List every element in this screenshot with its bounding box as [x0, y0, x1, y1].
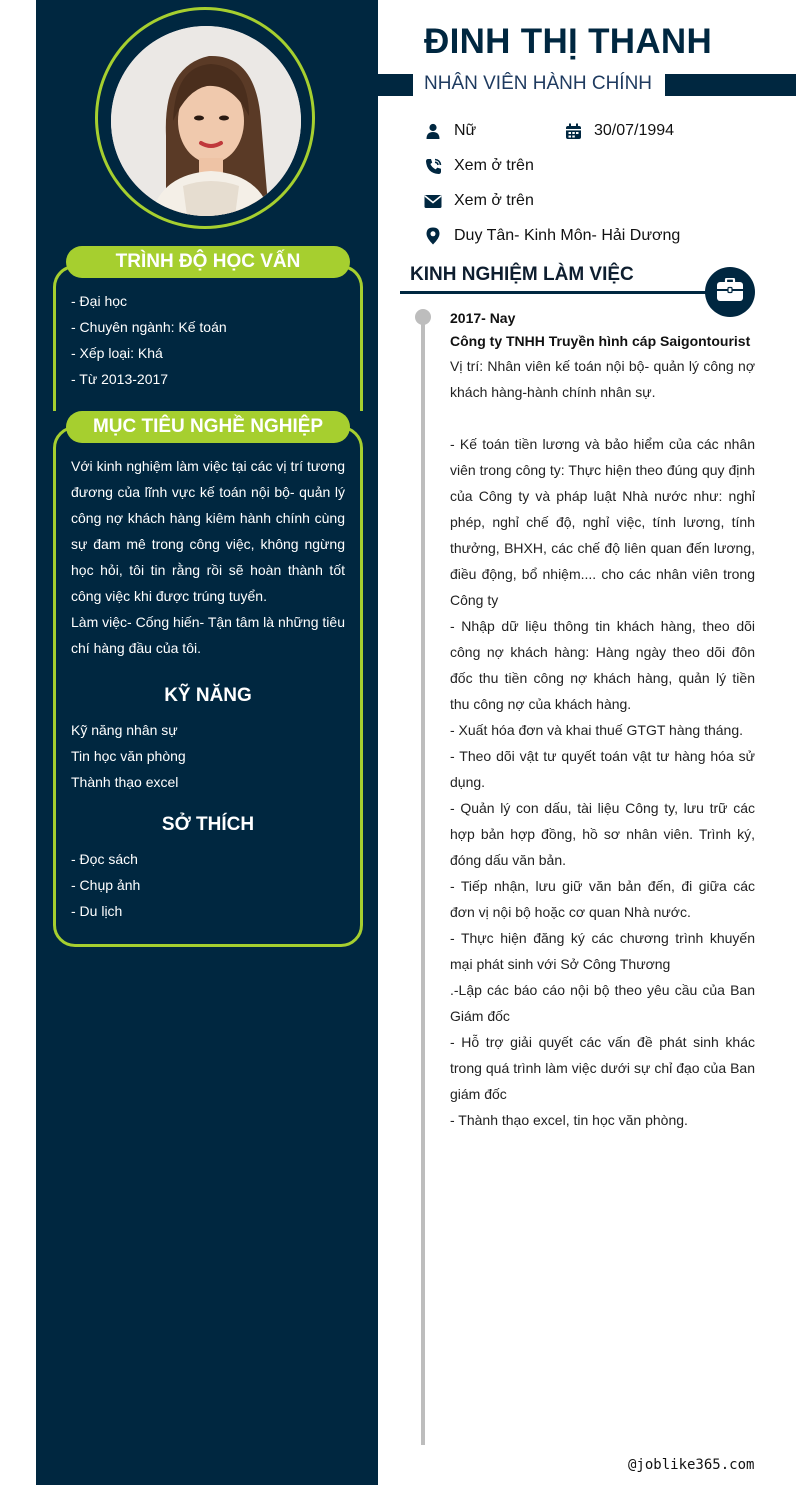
phone-value: Xem ở trên [454, 157, 534, 174]
experience-line: - Xuất hóa đơn và khai thuế GTGT hàng tháng. [450, 722, 743, 738]
footer-watermark: @joblike365.com [628, 1457, 755, 1473]
experience-line: Vị trí: Nhân viên kế toán nội bộ- quản lý công nợ khách hàng-hành chính nhân sự. [450, 358, 755, 400]
list-item: - Chụp ảnh [71, 877, 141, 893]
goal-text [71, 453, 345, 661]
education-title: TRÌNH ĐỘ HỌC VẤN [66, 246, 350, 278]
experience-line: - Tiếp nhận, lưu giữ văn bản đến, đi giữa các đơn vị nội bộ hoặc cơ quan Nhà nước. [450, 878, 755, 920]
phone-icon [424, 157, 442, 175]
profile-photo [111, 26, 301, 216]
briefcase-icon [716, 278, 744, 307]
hobbies-list [71, 846, 140, 924]
list-item: Kỹ năng nhân sự [71, 722, 178, 738]
job-title: NHÂN VIÊN HÀNH CHÍNH [424, 73, 653, 94]
experience-badge [705, 267, 755, 317]
experience-blank-line [450, 405, 755, 431]
experience-line: - Thành thạo excel, tin học văn phòng. [450, 1112, 688, 1128]
skills-title: KỸ NĂNG [150, 684, 266, 708]
map-marker-icon [424, 227, 442, 245]
goal-paragraph: Làm việc- Cống hiến- Tận tâm là những tiêu chí hàng đầu của tôi. [71, 614, 345, 656]
list-item: - Xếp loại: Khá [71, 345, 163, 361]
list-item: - Du lịch [71, 903, 123, 919]
timeline-dot [415, 309, 431, 325]
experience-line: - Hỗ trợ giải quyết các vấn đề phát sinh khác trong quá trình làm việc dưới sự chỉ đạo của Ban giám đốc [450, 1034, 755, 1102]
experience-line: - Thực hiện đăng ký các chương trình khuyến mại phát sinh với Sở Công Thương [450, 930, 755, 972]
user-icon [424, 122, 442, 140]
gender-value: Nữ [454, 122, 477, 139]
email-value: Xem ở trên [454, 192, 534, 209]
goal-title: MỤC TIÊU NGHỀ NGHIỆP [66, 411, 350, 443]
experience-line: - Nhập dữ liệu thông tin khách hàng, theo dõi công nợ khách hàng: Hàng ngày theo dõi đôn đốc thu tiền công nợ khách hàng, quản lý tiền thu công nợ của khách hàng. [450, 618, 755, 712]
experience-description [450, 353, 755, 1133]
timeline-line [421, 318, 425, 1445]
contact-address [424, 227, 680, 245]
experience-line: - Kế toán tiền lương và bảo hiểm của các nhân viên trong công ty: Thực hiện theo đúng quy định của Công ty và pháp luật Nhà nước như: nghỉ phép, nghỉ chế độ, nghỉ việc, tính lương, tính thưởng, BHXH, các chế độ liên quan đến lương, điều động, bổ nhiệm.... cho các nhân viên trong Công ty [450, 436, 755, 608]
education-list [71, 288, 227, 392]
experience-divider [400, 291, 710, 294]
list-item: Thành thạo excel [71, 774, 179, 790]
address-value: Duy Tân- Kinh Môn- Hải Dương [454, 227, 681, 244]
contact-gender [424, 122, 476, 140]
experience-title: KINH NGHIỆM LÀM VIỆC [410, 264, 634, 285]
avatar [111, 26, 301, 216]
contact-birthday [564, 122, 674, 140]
contact-email [424, 192, 534, 210]
candidate-name: ĐINH THỊ THANH [424, 22, 713, 61]
list-item: - Chuyên ngành: Kế toán [71, 319, 227, 335]
experience-company: Công ty TNHH Truyền hình cáp Saigontourist [450, 333, 751, 349]
list-item: - Từ 2013-2017 [71, 371, 169, 387]
list-item: Tin học văn phòng [71, 748, 186, 764]
goal-paragraph: Với kinh nghiệm làm việc tại các vị trí tương đương của lĩnh vực kế toán nội bộ- quản lý công nợ khách hàng kiêm hành chính cùng sự đam mê trong công việc, không ngừng học hỏi, tôi tin rằng rồi sẽ hoàn thành tốt công việc khi được trúng tuyển. [71, 458, 345, 604]
experience-line: .-Lập các báo cáo nội bộ theo yêu cầu của Ban Giám đốc [450, 982, 755, 1024]
list-item: - Đọc sách [71, 851, 138, 867]
calendar-icon [564, 122, 582, 140]
hobbies-title: SỞ THÍCH [150, 813, 266, 837]
contact-phone [424, 157, 534, 175]
list-item: - Đại học [71, 293, 128, 309]
skills-list [71, 717, 186, 795]
experience-line: - Theo dõi vật tư quyết toán vật tư hàng hóa sử dụng. [450, 748, 755, 790]
experience-date: 2017- Nay [450, 310, 516, 326]
birthday-value: 30/07/1994 [594, 122, 675, 139]
envelope-icon [424, 192, 442, 210]
experience-line: - Quản lý con dấu, tài liệu Công ty, lưu trữ các hợp bản hợp đồng, hồ sơ nhân viên. Trình ký, đóng dấu văn bản. [450, 800, 755, 868]
